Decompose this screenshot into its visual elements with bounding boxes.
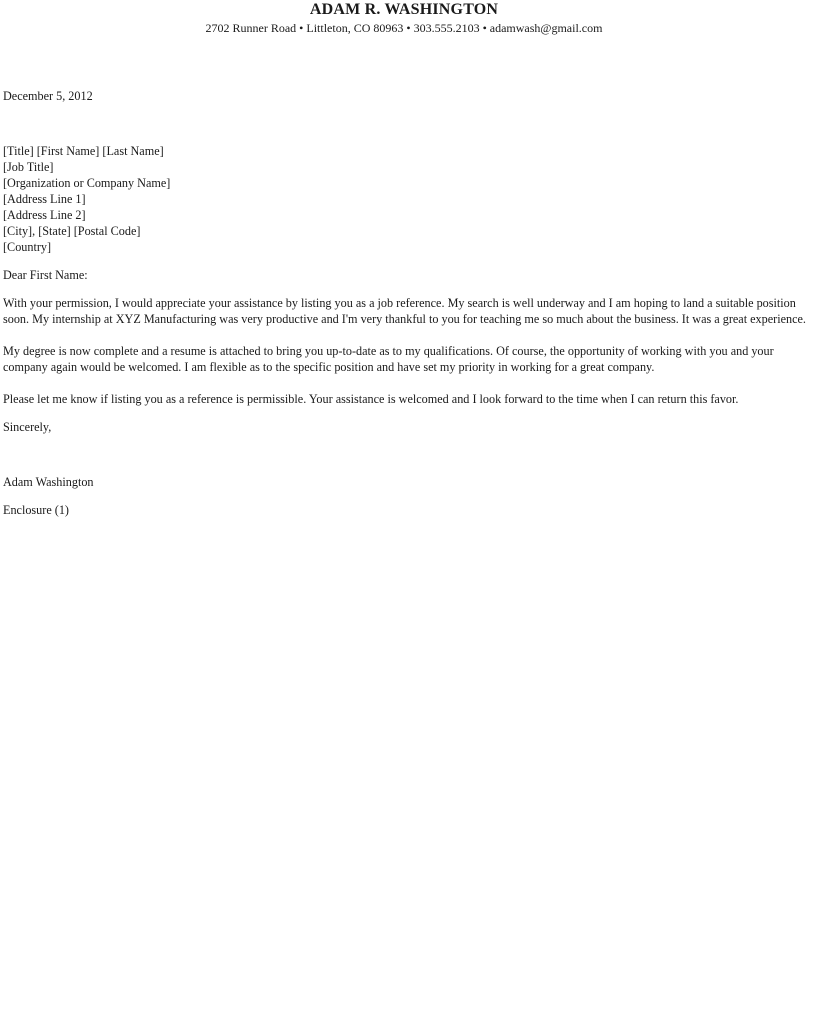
- closing: Sincerely,: [3, 420, 52, 434]
- signature-name: Adam Washington: [3, 475, 94, 489]
- letterhead: [0, 0, 808, 36]
- body-paragraph: Please let me know if listing you as a reference is permissible. Your assistance is welcomed and I look forward to the time when I can return this favor.: [3, 392, 739, 406]
- recipient-line: [Organization or Company Name]: [3, 176, 171, 190]
- enclosure-note: Enclosure (1): [3, 503, 69, 517]
- sender-name: ADAM R. WASHINGTON: [309, 1, 499, 18]
- recipient-line: [Country]: [3, 240, 52, 254]
- salutation: Dear First Name:: [3, 268, 88, 282]
- sender-contact: 2702 Runner Road • Littleton, CO 80963 • 303.555.2103 • adamwash@gmail.com: [205, 21, 603, 35]
- recipient-line: [Address Line 2]: [3, 208, 86, 222]
- letter-date: December 5, 2012: [3, 89, 93, 103]
- recipient-line: [City], [State] [Postal Code]: [3, 224, 141, 238]
- recipient-line: [Title] [First Name] [Last Name]: [3, 144, 164, 158]
- body-paragraph: With your permission, I would appreciate your assistance by listing you as a job reference. My search is well underway and I am hoping to land a suitable position soon. My internship at XYZ Manufacturing was very productive and I'm very thankful to you for teaching me so much about the business. It was a great experience.: [3, 296, 806, 326]
- recipient-address: [3, 143, 818, 255]
- recipient-line: [Address Line 1]: [3, 192, 86, 206]
- body-paragraph: My degree is now complete and a resume is attached to bring you up-to-date as to my qualifications. Of course, the opportunity of working with you and your company again would be welcomed. I am flexible as to the specific position and have set my priority in working for a great company.: [3, 344, 774, 374]
- recipient-line: [Job Title]: [3, 160, 54, 174]
